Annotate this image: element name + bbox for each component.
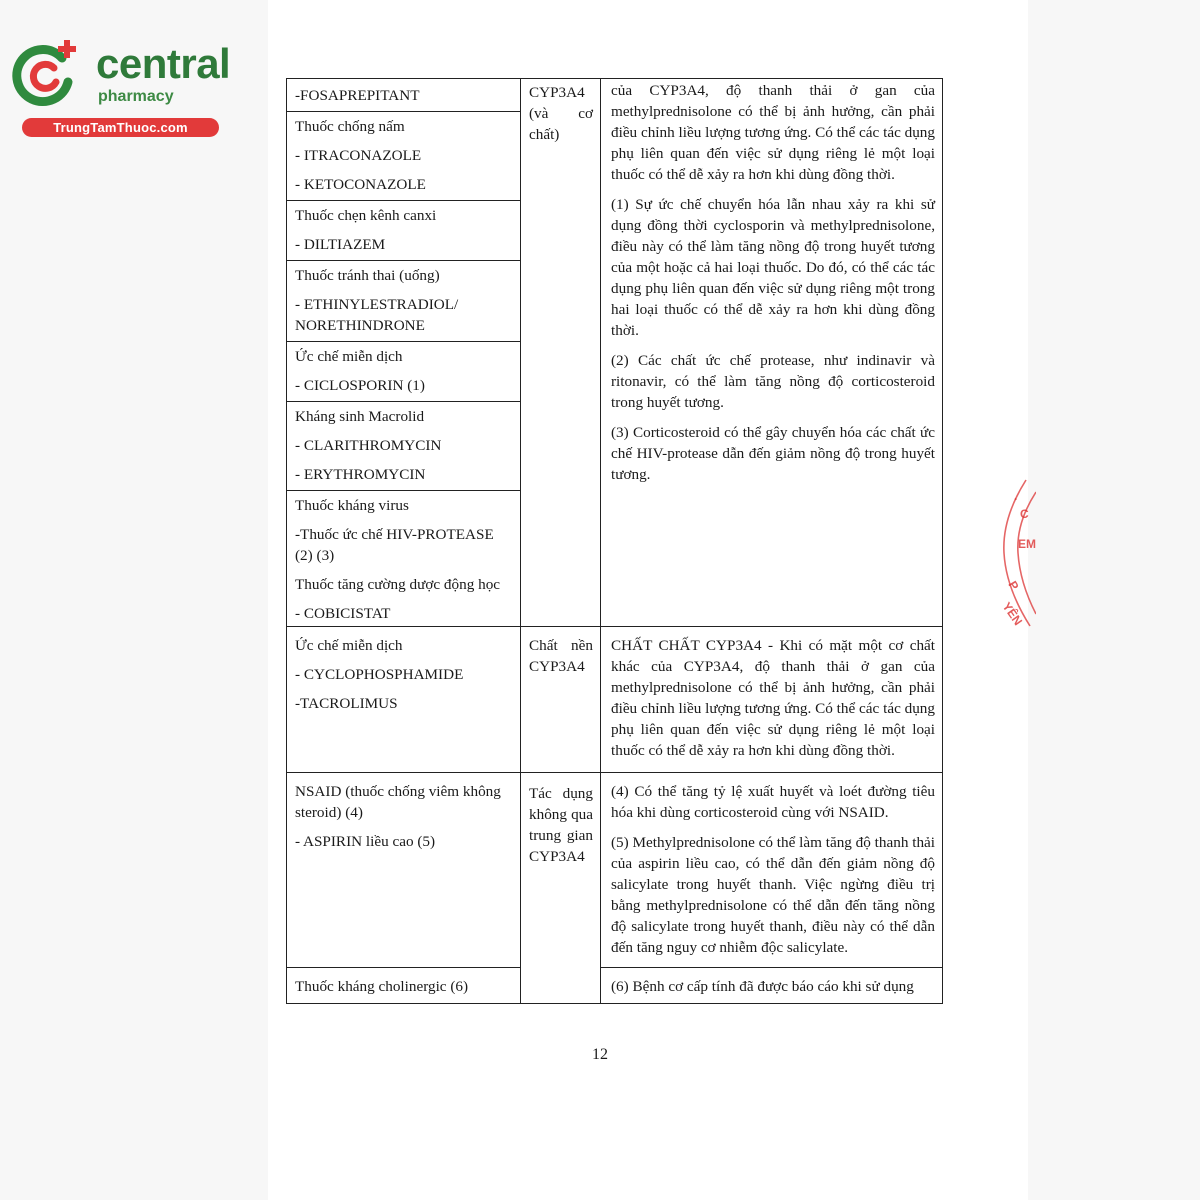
drug-line: - CLARITHROMYCIN [295,437,442,454]
drug-line: Thuốc chống nấm [295,118,405,135]
drug-line: - CYCLOPHOSPHAMIDE [295,666,464,683]
drug-line: - KETOCONAZOLE [295,176,426,193]
table-row [287,79,943,627]
drug-group [287,79,520,112]
drug-interaction-table [286,78,943,1004]
central-pharmacy-logo[interactable] [10,38,231,138]
drug-line: Thuốc tránh thai (uống) [295,267,440,284]
drug-line: - DILTIAZEM [295,236,386,253]
logo-website: TrungTamThuoc.com [22,118,219,137]
mechanism-cell: Chất nền CYP3A4 [521,627,601,773]
mechanism-cell: CYP3A4 (và cơ chất) [521,79,601,627]
drug-line: - CICLOSPORIN (1) [295,377,425,394]
note-paragraph: (1) Sự ức chế chuyển hóa lẫn nhau xảy ra khi sử dụng đồng thời cyclosporin và methylprednisolone, điều này có thể làm tăng nồng độ trong huyết tương của một hoặc cả hai loại thuốc. Do đó, có thể các tác dụng phụ liên quan đến việc sử dụng riêng một trong hai loại thuốc có thể dễ xảy ra hơn khi dùng đồng thời. [611,196,935,339]
drug-group [287,491,520,626]
table-row [287,773,943,968]
drug-class-cell [287,773,521,968]
page-number: 12 [592,1046,608,1063]
table-row [287,968,943,1004]
drug-line: -FOSAPREPITANT [295,87,420,104]
drug-line: - ITRACONAZOLE [295,147,422,164]
drug-line: - COBICISTAT [295,605,391,622]
drug-line: Ức chế miễn dịch [295,637,403,654]
drug-line: - ETHINYLESTRADIOL/ NORETHINDRONE [295,296,459,334]
table-row [287,627,943,773]
note-paragraph: (5) Methylprednisolone có thể làm tăng độ thanh thải của aspirin liều cao, có thể dẫn đến giảm nồng độ salicylate trong huyết thanh. Việc ngừng điều trị bằng methylprednisolone có thể dẫn đến tăng nồng độ salicylate trong huyết thanh, điều này có thể dẫn đến tăng nguy cơ nhiễm độc salicylate. [611,834,935,956]
note-paragraph: (4) Có thể tăng tỷ lệ xuất huyết và loét đường tiêu hóa khi dùng corticosteroid cùng với NSAID. [611,783,935,821]
drug-line: Kháng sinh Macrolid [295,408,425,425]
drug-line: - ERYTHROMYCIN [295,466,426,483]
drug-line: Ức chế miễn dịch [295,348,403,365]
drug-line: Thuốc tăng cường dược động học [295,576,501,593]
notes-cell [601,627,943,773]
note-paragraph: CHẤT CHẤT CYP3A4 - Khi có mặt một cơ chất khác của CYP3A4, độ thanh thải ở gan của methylprednisolone có thể bị ảnh hưởng, cần phải điều chỉnh liều lượng tương ứng. Có thể các tác dụng phụ liên quan đến việc sử dụng riêng lẻ một loại thuốc có thể dễ xảy ra hơn khi dùng đồng thời. [611,637,935,759]
drug-line: Thuốc kháng virus [295,497,409,514]
svg-text:P: P [1005,578,1022,593]
mechanism-cell: Tác dụng không qua trung gian CYP3A4 [521,773,601,1004]
note-paragraph: (2) Các chất ức chế protease, như indinavir và ritonavir, có thể làm tăng nồng độ corticosteroid trong huyết tương. [611,352,935,411]
drug-line: NSAID (thuốc chống viêm không steroid) (4) [295,783,501,821]
notes-cell [601,79,943,627]
svg-text:.: . [1014,489,1018,503]
drug-group [287,112,520,201]
logo-name: central [96,40,231,87]
drug-group [287,402,520,491]
notes-cell [601,968,943,1004]
svg-text:C: C [1020,507,1029,521]
drug-group [287,261,520,342]
pharmacy-cross-logo-icon [10,38,82,110]
drug-line: Thuốc kháng cholinergic (6) [295,978,469,995]
note-paragraph: (6) Bệnh cơ cấp tính đã được báo cáo khi sử dụng [611,978,914,995]
drug-group [295,635,513,714]
drug-group [287,342,520,402]
drug-line: Thuốc chẹn kênh canxi [295,207,437,224]
drug-line: -Thuốc ức chế HIV-PROTEASE (2) (3) [295,526,494,564]
drug-class-cell [287,627,521,773]
svg-text:YÊN: YÊN [999,599,1026,628]
logo-subtitle: pharmacy [98,88,174,105]
svg-text:EM: EM [1018,537,1036,551]
drug-group [295,976,513,997]
drug-group [295,781,513,852]
drug-line: - ASPIRIN liều cao (5) [295,833,436,850]
notes-cell [601,773,943,968]
drug-group [287,201,520,261]
red-stamp-fragment [996,478,1036,628]
drug-line: -TACROLIMUS [295,695,398,712]
drug-class-cell [287,79,521,627]
note-paragraph: (3) Corticosteroid có thể gây chuyển hóa các chất ức chế HIV-protease dẫn đến giảm nồng độ trong huyết tương. [611,424,935,483]
drug-class-cell [287,968,521,1004]
note-paragraph: của CYP3A4, độ thanh thải ở gan của methylprednisolone có thể bị ảnh hưởng, cần phải điều chỉnh liều lượng tương ứng. Có thể các tác dụng phụ liên quan đến việc sử dụng riêng lẻ một loại thuốc có thể dễ xảy ra hơn khi dùng đồng thời. [611,82,935,183]
